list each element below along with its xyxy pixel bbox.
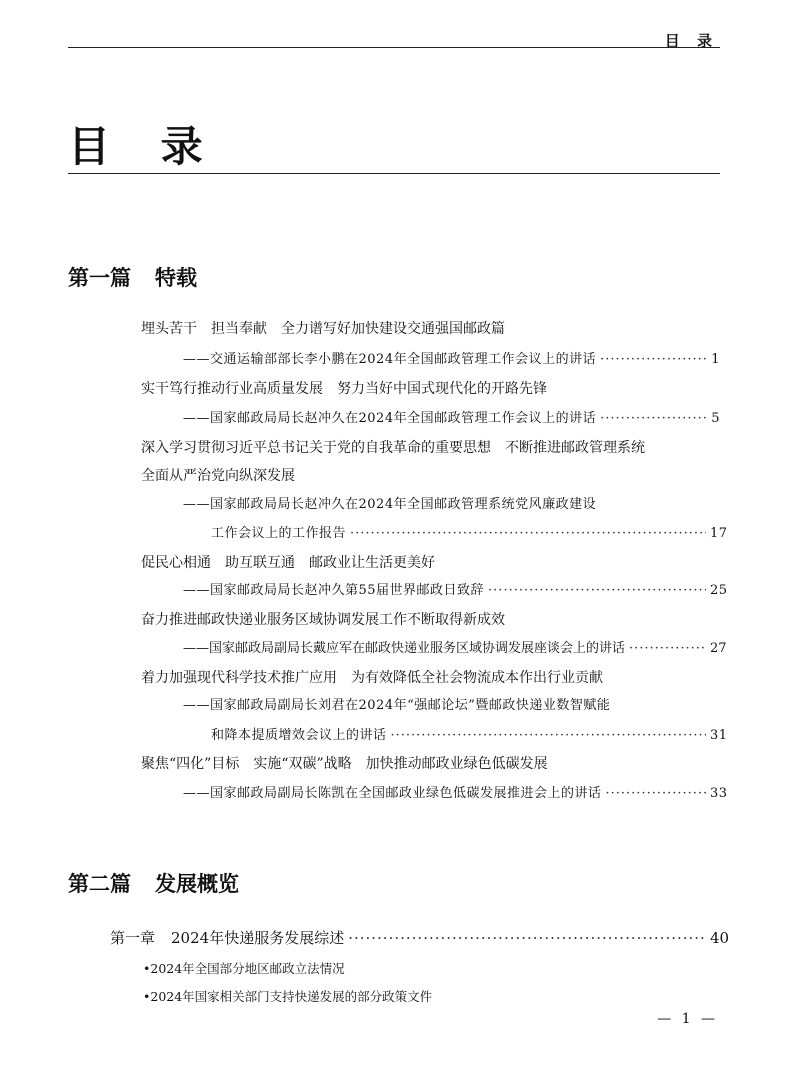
toc-entry[interactable] [183, 410, 720, 428]
article-title[interactable]: 埋头苦干 担当奉献 全力谱写好加快建设交通强国邮政篇 [141, 321, 505, 337]
dot-leader [606, 785, 706, 803]
article-byline: ——国家邮政局副局长戴应军在邮政快递业服务区域协调发展座谈会上的讲话 [183, 641, 626, 656]
article-title[interactable]: 奋力推进邮政快递业服务区域协调发展工作不断取得新成效 [141, 612, 505, 628]
article-byline: ——国家邮政局局长赵冲久第55届世界邮政日致辞 [183, 583, 485, 598]
title-rule [68, 173, 720, 174]
article-title[interactable]: 着力加强现代科学技术推广应用 为有效降低全社会物流成本作出行业贡献 [141, 670, 603, 686]
part-title: 发展概览 [155, 872, 239, 896]
article-byline: ——交通运输部部长李小鹏在2024年全国邮政管理工作会议上的讲话 [183, 352, 597, 367]
dot-leader [391, 727, 706, 745]
running-header: 目 录 [664, 32, 718, 50]
part-label: 第一篇 [68, 266, 131, 290]
toc-entry-chapter[interactable] [110, 929, 730, 947]
article-title[interactable]: 深入学习贯彻习近平总书记关于党的自我革命的重要思想 不断推进邮政管理系统 [141, 440, 645, 456]
article-title[interactable]: 实干笃行推动行业高质量发展 努力当好中国式现代化的开路先锋 [141, 381, 547, 397]
part-label: 第二篇 [68, 872, 131, 896]
dot-leader [488, 582, 706, 600]
header-rule [68, 47, 720, 48]
page-number: 27 [710, 641, 727, 656]
toc-entry[interactable] [183, 351, 720, 369]
article-byline: ——国家邮政局副局长陈凯在全国邮政业绿色低碳发展推进会上的讲话 [183, 786, 602, 801]
part-heading [68, 262, 197, 292]
dot-leader [348, 929, 706, 947]
page-number: 5 [711, 411, 720, 426]
toc-entry[interactable] [183, 640, 727, 658]
article-title[interactable]: 促民心相通 助互联互通 邮政业让生活更美好 [141, 555, 435, 571]
dot-leader [600, 410, 706, 428]
toc-entry[interactable] [183, 785, 728, 803]
toc-entry[interactable] [183, 582, 728, 600]
article-byline: ——国家邮政局副局长刘君在2024年“强邮论坛”暨邮政快递业数智赋能 [183, 698, 611, 713]
dot-leader [629, 640, 706, 658]
dot-leader [350, 525, 706, 543]
chapter-label: 第一章 [110, 929, 156, 947]
toc-entry[interactable] [211, 727, 728, 745]
article-title-continued[interactable]: 全面从严治党向纵深发展 [141, 468, 295, 484]
page-number: 33 [710, 786, 728, 801]
article-byline-continued: 和降本提质增效会议上的讲话 [211, 728, 387, 743]
article-byline: ——国家邮政局局长赵冲久在2024年全国邮政管理系统党风廉政建设 [183, 497, 597, 512]
page-number: 40 [710, 929, 730, 947]
dot-leader [600, 351, 706, 369]
part-heading [68, 868, 239, 898]
bullet-item[interactable]: •2024年国家相关部门支持快递发展的部分政策文件 [143, 989, 433, 1004]
toc-entry[interactable] [211, 525, 728, 543]
chapter-title: 2024年快递服务发展综述 [171, 929, 345, 947]
page-number-footer: — 1 — [657, 1011, 718, 1027]
page-number: 17 [710, 526, 728, 541]
article-byline: ——国家邮政局局长赵冲久在2024年全国邮政管理工作会议上的讲话 [183, 411, 597, 426]
page-number: 1 [711, 352, 720, 367]
article-byline-continued: 工作会议上的工作报告 [211, 526, 347, 541]
article-title[interactable]: 聚焦“四化”目标 实施“双碳”战略 加快推动邮政业绿色低碳发展 [141, 756, 548, 772]
page-title: 目 录 [68, 122, 221, 171]
part-title: 特载 [155, 266, 197, 290]
page-number: 25 [710, 583, 728, 598]
bullet-item[interactable]: •2024年全国部分地区邮政立法情况 [143, 961, 345, 976]
page-number: 31 [710, 728, 728, 743]
